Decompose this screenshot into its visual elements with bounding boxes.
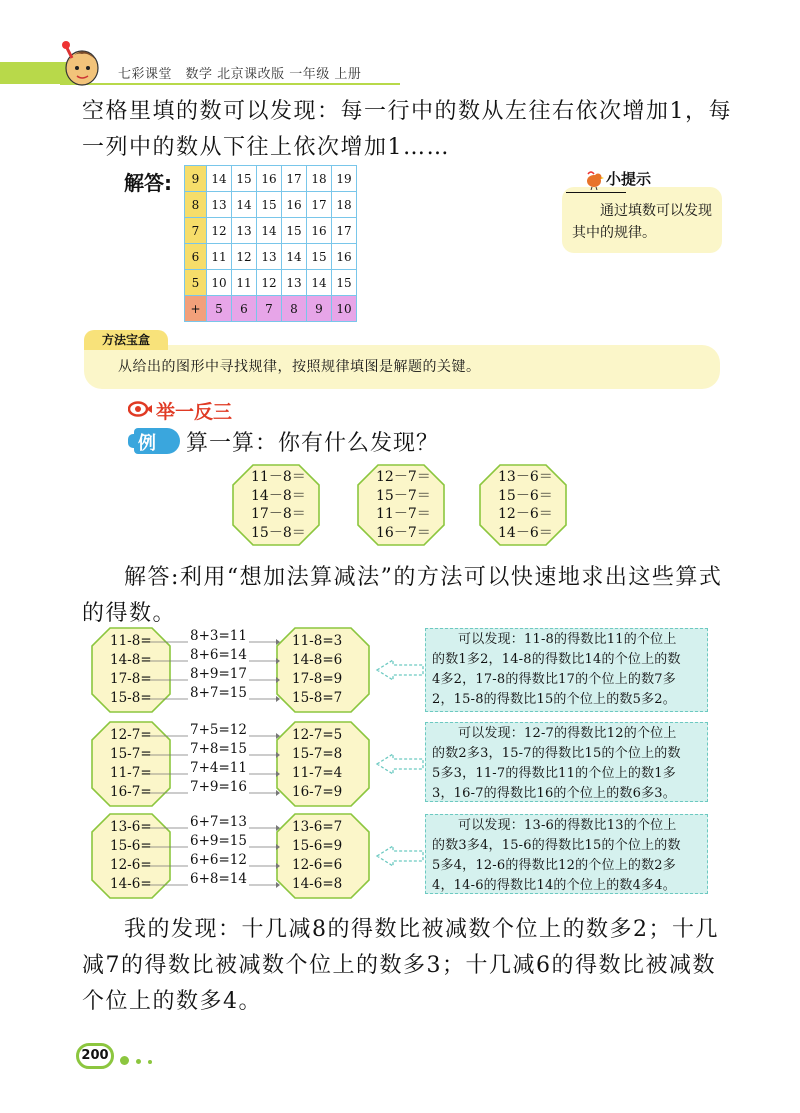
diagram-right-equations — [292, 818, 342, 894]
equation: 11-8= — [110, 633, 152, 649]
arrow-head — [276, 825, 280, 831]
grid-col-header: 6 — [232, 296, 257, 322]
arrow-head — [276, 733, 280, 739]
addition-equation: 7+9=16 — [190, 779, 247, 795]
grid-col-header: 9 — [307, 296, 332, 322]
grid-row-header: 9 — [185, 166, 207, 192]
section-title: 举一反三 — [156, 401, 233, 423]
note-line: 2，15-8的得数比15的个位上的数5多2。 — [432, 692, 676, 707]
grid-cell: 15 — [257, 192, 282, 218]
equation: 11－7＝ — [376, 506, 431, 522]
grid-cell: 13 — [282, 270, 307, 296]
grid-row — [185, 166, 357, 192]
equation: 15－7＝ — [376, 487, 431, 504]
equation: 11-7= — [110, 765, 152, 781]
solution-line-2: 的得数。 — [82, 601, 177, 626]
equation: 15－8＝ — [251, 524, 306, 541]
arrow-head — [276, 677, 280, 683]
equation: 16-7=9 — [292, 784, 343, 800]
grid-cell: 19 — [332, 166, 357, 192]
grid-cell: 13 — [232, 218, 257, 244]
equation: 16-7= — [110, 784, 152, 800]
intro-line-2: 一列中的数从下往上依次增加1…… — [82, 135, 450, 160]
note-line: 可以发现：12-7的得数比12的个位上 — [458, 726, 677, 741]
grid-cell: 14 — [207, 166, 232, 192]
grid-col-header: 7 — [257, 296, 282, 322]
equation: 12-7=5 — [292, 727, 343, 743]
grid-cell: 15 — [332, 270, 357, 296]
equation: 17－8＝ — [251, 506, 306, 522]
diagram-left-equations — [110, 632, 152, 708]
equation: 13－6＝ — [498, 469, 553, 485]
addition-equation: 7+5=12 — [190, 722, 247, 738]
arrow-head — [276, 752, 280, 758]
equation: 15-8= — [110, 690, 152, 706]
arrow-head — [276, 863, 280, 869]
equation: 13-6= — [110, 819, 152, 835]
discovery-note-text — [432, 630, 681, 710]
grid-cell: 14 — [232, 192, 257, 218]
grid-cell: 12 — [207, 218, 232, 244]
addition-equation: 6+6=12 — [190, 852, 247, 868]
grid-cell: 13 — [257, 244, 282, 270]
grid-corner: + — [185, 296, 207, 322]
grid-cell: 16 — [257, 166, 282, 192]
bird-icon — [582, 168, 604, 190]
grid-cell: 15 — [282, 218, 307, 244]
grid-cell: 16 — [282, 192, 307, 218]
page-dot-3 — [148, 1060, 152, 1064]
addition-equation: 8+9=17 — [190, 666, 247, 682]
addition-equation: 8+6=14 — [190, 647, 247, 663]
addition-equation: 8+7=15 — [190, 685, 247, 701]
example-question: 算一算：你有什么发现？ — [186, 431, 440, 456]
discovery-note-text — [432, 816, 681, 896]
solution-line-1: 解答:利用“想加法算减法”的方法可以快速地求出这些算式 — [124, 565, 723, 590]
equation: 14－6＝ — [498, 524, 553, 541]
grid-cell: 11 — [232, 270, 257, 296]
tip-text: 通过填数可以发现其中的规律。 — [572, 203, 712, 241]
eye-icon — [128, 401, 152, 417]
addition-equation: 8+3=11 — [190, 628, 247, 644]
grid-cell: 17 — [332, 218, 357, 244]
equation: 14-8= — [110, 652, 152, 668]
note-line: 4，14-6的得数比14的个位上的数4多4。 — [432, 878, 676, 893]
grid-cell: 10 — [207, 270, 232, 296]
arrow-head — [276, 882, 280, 888]
page-dot-1 — [120, 1056, 129, 1065]
addition-equation: 7+4=11 — [190, 760, 247, 776]
note-line: 5多3，11-7的得数比11的个位上的数1多 — [432, 766, 676, 781]
equation: 17-8= — [110, 671, 152, 687]
grid-cell: 18 — [307, 166, 332, 192]
equation: 15-6=9 — [292, 838, 343, 854]
diagram-left-equations — [110, 818, 152, 894]
grid-col-header: 8 — [282, 296, 307, 322]
equation: 11－8＝ — [251, 469, 306, 485]
grid-cell: 11 — [207, 244, 232, 270]
hollow-arrow-icon — [375, 658, 425, 682]
exercise-group — [251, 468, 306, 542]
header-rule — [60, 83, 400, 85]
arrow-head — [276, 639, 280, 645]
arrow-head — [276, 790, 280, 796]
page-number: 200 — [76, 1043, 114, 1069]
grid-cell: 18 — [332, 192, 357, 218]
page-dot-2 — [136, 1059, 141, 1064]
grid-cell: 16 — [307, 218, 332, 244]
method-text: 从给出的图形中寻找规律，按照规律填图是解题的关键。 — [118, 359, 481, 375]
answer-label: 解答: — [124, 171, 172, 195]
equation: 14-6= — [110, 876, 152, 892]
grid-cell: 12 — [257, 270, 282, 296]
equation: 11-7=4 — [292, 765, 343, 781]
note-line: 可以发现：11-8的得数比11的个位上 — [458, 632, 677, 647]
arrow-head — [276, 696, 280, 702]
equation: 15－6＝ — [498, 487, 553, 504]
equation: 13-6=7 — [292, 819, 343, 835]
discovery-line-3: 个位上的数多4。 — [82, 989, 262, 1014]
grid-row — [185, 270, 357, 296]
equation: 14-8=6 — [292, 652, 343, 668]
note-line: 4多2，17-8的得数比17的个位上的数7多 — [432, 672, 676, 687]
tip-divider — [566, 192, 626, 193]
grid-cell: 16 — [332, 244, 357, 270]
arrow-head — [276, 658, 280, 664]
note-line: 的数1多2，14-8的得数比14的个位上的数 — [432, 652, 681, 667]
note-line: 可以发现：13-6的得数比13的个位上 — [458, 818, 677, 833]
addition-grid — [184, 165, 357, 322]
diagram-right-equations — [292, 632, 342, 708]
grid-row — [185, 244, 357, 270]
equation: 14－8＝ — [251, 487, 306, 504]
grid-header-row — [185, 296, 357, 322]
addition-equation: 6+7=13 — [190, 814, 247, 830]
grid-cell: 15 — [232, 166, 257, 192]
grid-col-header: 5 — [207, 296, 232, 322]
grid-cell: 17 — [282, 166, 307, 192]
grid-cell: 17 — [307, 192, 332, 218]
header-title: 七彩课堂 数学 北京课改版 一年级 上册 — [118, 67, 362, 82]
note-line: 的数3多4，15-6的得数比15的个位上的数 — [432, 838, 681, 853]
addition-equation: 6+8=14 — [190, 871, 247, 887]
equation: 12-6= — [110, 857, 152, 873]
note-line: 的数2多3，15-7的得数比15的个位上的数 — [432, 746, 681, 761]
grid-row-header: 6 — [185, 244, 207, 270]
discovery-line-2: 减7的得数比被减数个位上的数多3；十几减6的得数比被减数 — [82, 953, 716, 978]
equation: 15-8=7 — [292, 690, 343, 706]
hollow-arrow-icon — [375, 752, 425, 776]
discovery-line-1: 我的发现：十几减8的得数比被减数个位上的数多2；十几 — [124, 917, 719, 942]
grid-cell: 14 — [282, 244, 307, 270]
equation: 14-6=8 — [292, 876, 343, 892]
exercise-group — [498, 468, 553, 542]
equation: 12-7= — [110, 727, 152, 743]
grid-cell: 14 — [307, 270, 332, 296]
intro-line-1: 空格里填的数可以发现：每一行中的数从左往右依次增加1，每 — [82, 99, 732, 124]
grid-cell: 14 — [257, 218, 282, 244]
hollow-arrow-icon — [375, 844, 425, 868]
equation: 12-6=6 — [292, 857, 343, 873]
equation: 16－7＝ — [376, 524, 431, 541]
addition-equation: 6+9=15 — [190, 833, 247, 849]
equation: 15-7= — [110, 746, 152, 762]
equation: 12－7＝ — [376, 469, 431, 485]
diagram-left-equations — [110, 726, 152, 802]
grid-row-header: 7 — [185, 218, 207, 244]
equation: 17-8=9 — [292, 671, 343, 687]
tip-title: 小提示 — [606, 170, 652, 188]
grid-col-header: 10 — [332, 296, 357, 322]
equation: 15-7=8 — [292, 746, 343, 762]
arrow-head — [276, 844, 280, 850]
equation: 15-6= — [110, 838, 152, 854]
exercise-group — [376, 468, 431, 542]
mascot-icon — [58, 38, 104, 88]
arrow-head — [276, 771, 280, 777]
diagram-right-equations — [292, 726, 342, 802]
addition-equation: 7+8=15 — [190, 741, 247, 757]
grid-cell: 13 — [207, 192, 232, 218]
grid-row-header: 5 — [185, 270, 207, 296]
example-tag — [128, 428, 180, 454]
equation: 12－6＝ — [498, 506, 553, 522]
grid-row — [185, 192, 357, 218]
grid-cell: 15 — [307, 244, 332, 270]
equation: 11-8=3 — [292, 633, 343, 649]
grid-row — [185, 218, 357, 244]
note-line: 3，16-7的得数比16的个位上的数6多3。 — [432, 786, 676, 801]
grid-cell: 12 — [232, 244, 257, 270]
note-line: 5多4，12-6的得数比12的个位上的数2多 — [432, 858, 676, 873]
discovery-note-text — [432, 724, 681, 804]
grid-row-header: 8 — [185, 192, 207, 218]
example-tag-label: 例 — [138, 433, 156, 454]
method-tab: 方法宝盒 — [84, 330, 168, 350]
